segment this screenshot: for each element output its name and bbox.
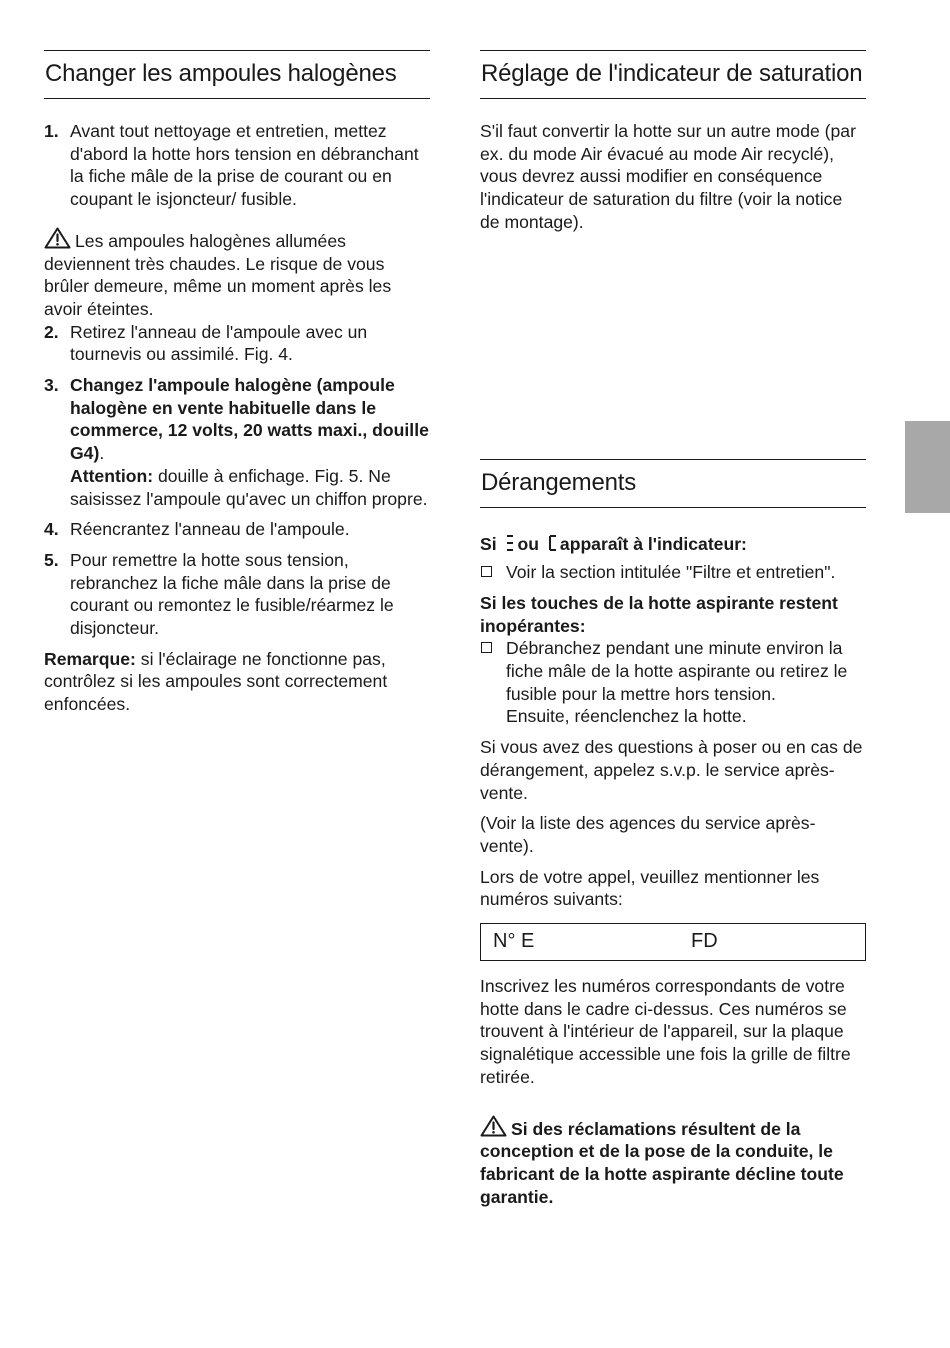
step-text: Réencrantez l'anneau de l'ampoule. bbox=[70, 519, 350, 540]
ne-label: N° E bbox=[493, 930, 535, 953]
indicator-line bbox=[480, 533, 866, 556]
bullet-text: Débranchez pendant une minute environ la fiche mâle de la hotte aspirante ou retirez le fusible pour la mettre hors tension. bbox=[506, 638, 848, 704]
attention-text: douille à enfichage. Fig. 5. Ne saisissez l'ampoule qu'avec un chiffon propre. bbox=[70, 465, 428, 509]
inscription-paragraph: Inscrivez les numéros correspondants de votre hotte dans le cadre ci-dessus. Ces numéros se trouvent à l'intérieur de l'appareil, sur la plaque signalétique accessible une fois la grille de filtre retirée. bbox=[480, 976, 851, 1087]
steps-list-a bbox=[44, 120, 430, 211]
step-number: 4. bbox=[44, 519, 59, 540]
right-column bbox=[480, 50, 866, 1208]
bullet-list-2 bbox=[480, 637, 866, 728]
checkbox-square-icon bbox=[481, 566, 492, 577]
remark-label: Remarque: bbox=[44, 648, 136, 669]
step-number: 3. bbox=[44, 375, 59, 396]
ou-label: ou bbox=[517, 533, 540, 554]
step-bold-end: . bbox=[99, 443, 105, 464]
bullet-text-continued: Ensuite, réenclenchez la hotte. bbox=[506, 706, 747, 727]
indicator-symbol-2-icon bbox=[547, 533, 557, 553]
step-number: 1. bbox=[44, 121, 59, 141]
side-tab bbox=[905, 421, 950, 513]
warning-text: Les ampoules halogènes allumées deviennent très chaudes. Le risque de vous brûler demeure, même un moment après les avoir éteintes. bbox=[44, 230, 392, 319]
remark-text: si l'éclairage ne fonctionne pas, contrôlez si les ampoules sont correctement enfoncées. bbox=[44, 648, 388, 715]
fd-label: FD bbox=[691, 930, 718, 953]
touches-heading: Si les touches de la hotte aspirante restent inopérantes: bbox=[480, 592, 838, 636]
agencies-paragraph: (Voir la liste des agences du service après-vente). bbox=[480, 813, 816, 856]
steps-list-b bbox=[44, 321, 430, 640]
saturation-paragraph: S'il faut convertir la hotte sur un autre mode (par ex. du mode Air évacué au mode Air recyclé), vous devrez aussi modifier en conséquence l'indicateur de saturation du filtre (voir la notice de montage). bbox=[480, 121, 856, 232]
warning-icon bbox=[44, 227, 71, 249]
bullet-text: Voir la section intitulée "Filtre et entretien". bbox=[506, 562, 836, 583]
left-column bbox=[44, 50, 430, 716]
number-box bbox=[480, 923, 866, 961]
appear-label: apparaît à l'indicateur: bbox=[559, 533, 747, 554]
heading-saturation: Réglage de l'indicateur de saturation bbox=[480, 50, 866, 99]
step-bold-text: Changez l'ampoule halogène (ampoule halogène en vente habituelle dans le commerce, 12 volts, 20 watts maxi., douille G4) bbox=[70, 375, 429, 464]
warning-icon bbox=[480, 1115, 507, 1137]
indicator-symbol-1-icon bbox=[505, 533, 515, 553]
remark-paragraph bbox=[44, 648, 430, 716]
step-text: Retirez l'anneau de l'ampoule avec un tournevis ou assimilé. Fig. 4. bbox=[70, 321, 368, 365]
step-4 bbox=[44, 518, 430, 541]
si-label: Si bbox=[480, 533, 497, 554]
step-number: 2. bbox=[44, 321, 59, 342]
service-paragraph: Si vous avez des questions à poser ou en cas de dérangement, appelez s.v.p. le service après-vente. bbox=[480, 737, 863, 803]
step-text: Pour remettre la hotte sous tension, rebranchez la fiche mâle dans la prise de courant ou remontez le fusible/réarmez le disjoncteur. bbox=[70, 549, 394, 639]
final-warning-text: Si des réclamations résultent de la conception et de la pose de la conduite, le fabricant de la hotte aspirante décline toute garantie. bbox=[480, 1118, 844, 1207]
step-5 bbox=[44, 549, 430, 640]
bullet-item bbox=[480, 561, 866, 584]
bullet-item bbox=[480, 637, 866, 728]
step-2 bbox=[44, 321, 430, 366]
heading-derangements: Dérangements bbox=[480, 459, 866, 508]
mention-paragraph: Lors de votre appel, veuillez mentionner les numéros suivants: bbox=[480, 866, 820, 910]
heading-halogen: Changer les ampoules halogènes bbox=[44, 50, 430, 99]
checkbox-square-icon bbox=[481, 642, 492, 653]
attention-label: Attention: bbox=[70, 465, 154, 486]
warning-paragraph bbox=[44, 227, 430, 321]
step-3 bbox=[44, 374, 430, 510]
step-1 bbox=[44, 120, 430, 211]
bullet-list-1 bbox=[480, 561, 866, 584]
step-text: Avant tout nettoyage et entretien, mettez d'abord la hotte hors tension en débranchant la fiche mâle de la prise de courant ou en coupant le isjoncteur/ fusible. bbox=[70, 121, 419, 210]
step-number: 5. bbox=[44, 549, 59, 570]
final-warning-paragraph bbox=[480, 1115, 866, 1209]
